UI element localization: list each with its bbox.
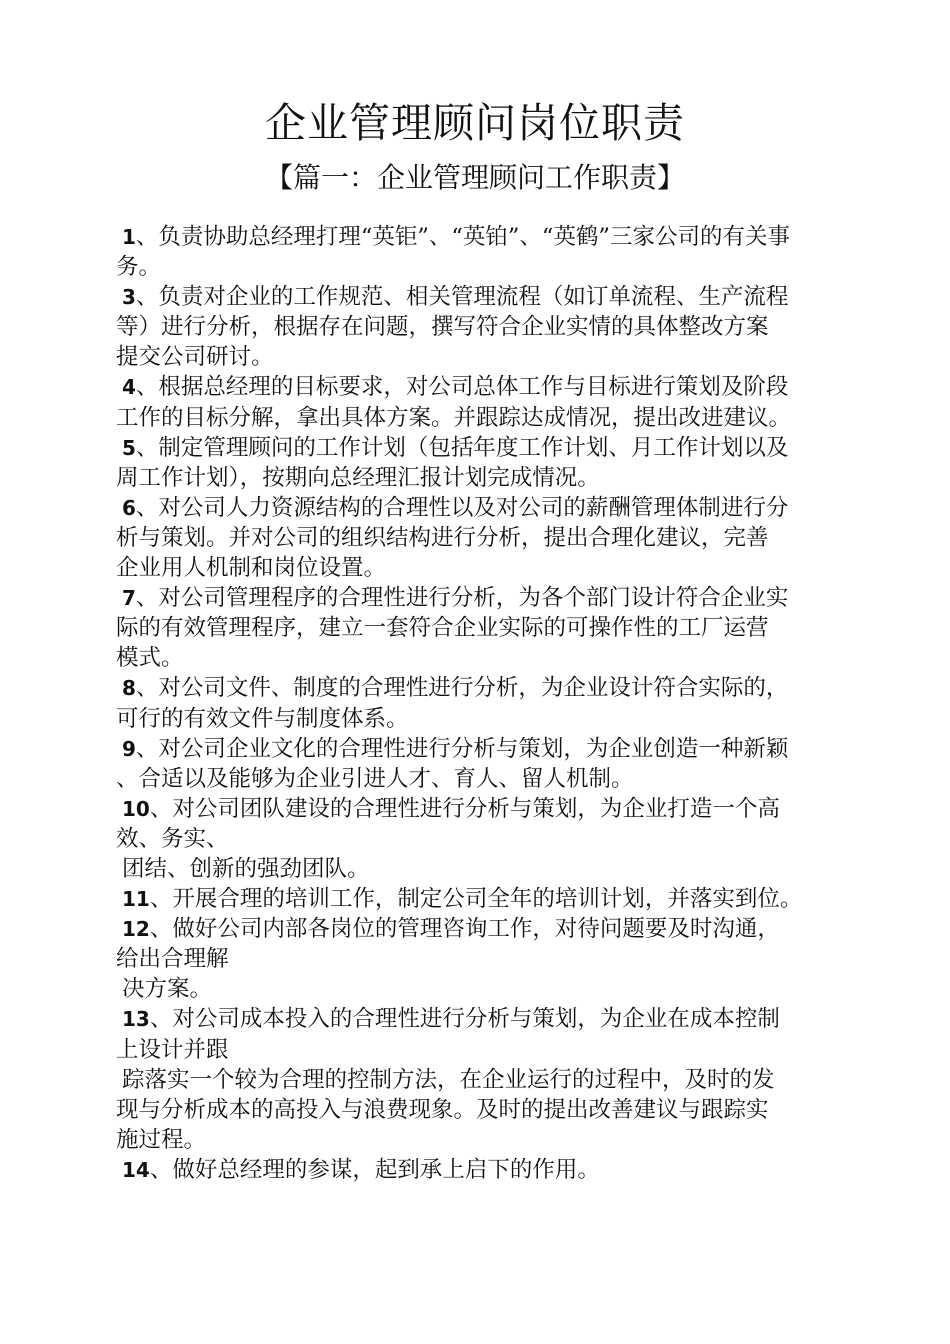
- text-line: [116, 854, 876, 884]
- text-line: [116, 974, 876, 1004]
- line-text: 、对公司企业文化的合理性进行分析与策划，为企业创造一种新颖: [135, 735, 789, 762]
- line-text: 、做好公司内部各岗位的管理咨询工作，对待问题要及时沟通，: [149, 916, 780, 943]
- line-text: 企业用人机制和岗位设置。: [116, 555, 387, 582]
- line-text: 施过程。: [116, 1126, 207, 1153]
- line-text: 提交公司研讨。: [116, 344, 274, 371]
- line-text: 、根据总经理的目标要求，对公司总体工作与目标进行策划及阶段: [135, 374, 789, 401]
- numbered-item-line: [116, 673, 876, 703]
- line-text: 析与策划。并对公司的组织结构进行分析，提出合理化建议，完善: [116, 524, 769, 551]
- line-text: 踪落实一个较为合理的控制方法，在企业运行的过程中，及时的发: [122, 1066, 775, 1093]
- line-text: 现与分析成本的高投入与浪费现象。及时的提出改善建议与跟踪实: [116, 1096, 769, 1123]
- numbered-item-line: [116, 794, 876, 824]
- text-line: [116, 463, 876, 493]
- document-body: [116, 222, 876, 1185]
- line-text: 给出合理解: [116, 946, 229, 973]
- item-number: 3: [122, 285, 136, 310]
- text-line: [116, 643, 876, 673]
- text-line: [116, 613, 876, 643]
- line-text: 、负责协助总经理打理“英钜”、“英铂”、“英鹤”三家公司的有关事: [135, 224, 790, 250]
- item-number: 10: [122, 796, 150, 821]
- text-line: [116, 1125, 876, 1155]
- line-text: 、负责对企业的工作规范、相关管理流程（如订单流程、生产流程: [135, 284, 789, 311]
- numbered-item-line: [116, 583, 876, 613]
- numbered-item-line: [116, 734, 876, 764]
- numbered-item-line: [116, 1004, 876, 1034]
- item-number: 7: [122, 586, 136, 611]
- numbered-item-line: [116, 1155, 876, 1185]
- line-text: 、对公司管理程序的合理性进行分析，为各个部门设计符合企业实: [135, 585, 789, 612]
- line-text: 际的有效管理程序，建立一套符合企业实际的可操作性的工厂运营: [116, 615, 769, 642]
- section-heading: 【篇一：企业管理顾问工作职责】: [264, 161, 685, 194]
- item-number: 4: [122, 375, 136, 400]
- line-text: 、开展合理的培训工作，制定公司全年的培训计划，并落实到位。: [149, 886, 803, 913]
- line-text: 、对公司人力资源结构的合理性以及对公司的薪酬管理体制进行分: [135, 494, 789, 521]
- line-text: 、做好总经理的参谋，起到承上启下的作用。: [149, 1156, 600, 1183]
- numbered-item-line: [116, 222, 876, 252]
- item-number: 8: [122, 676, 136, 701]
- numbered-item-line: [116, 282, 876, 312]
- numbered-item-line: [116, 372, 876, 402]
- text-line: [116, 312, 876, 342]
- line-text: 、对公司成本投入的合理性进行分析与策划，为企业在成本控制: [149, 1006, 780, 1033]
- line-text: 周工作计划），按期向总经理汇报计划完成情况。: [116, 464, 600, 491]
- text-line: [116, 824, 876, 854]
- numbered-item-line: [116, 433, 876, 463]
- line-text: 团结、创新的强劲团队。: [122, 855, 370, 882]
- text-line: [116, 764, 876, 794]
- text-line: [116, 1065, 876, 1095]
- line-text: 模式。: [116, 645, 184, 672]
- line-text: 、合适以及能够为企业引进人才、育人、留人机制。: [116, 765, 634, 792]
- document-title: 企业管理顾问岗位职责: [265, 99, 685, 147]
- text-line: [116, 1095, 876, 1125]
- numbered-item-line: [116, 493, 876, 523]
- item-number: 1: [122, 225, 136, 249]
- text-line: [116, 252, 876, 282]
- item-number: 9: [122, 736, 136, 761]
- text-line: [116, 1035, 876, 1065]
- item-number: 11: [122, 887, 150, 912]
- line-text: 、制定管理顾问的工作计划（包括年度工作计划、月工作计划以及: [135, 434, 789, 461]
- line-text: 务。: [116, 254, 162, 281]
- numbered-item-line: [116, 884, 876, 914]
- text-line: [116, 944, 876, 974]
- line-text: 决方案。: [122, 976, 213, 1003]
- text-line: [116, 704, 876, 734]
- line-text: 等）进行分析，根据存在问题，撰写符合企业实情的具体整改方案: [116, 314, 769, 341]
- line-text: 、对公司团队建设的合理性进行分析与策划，为企业打造一个高: [149, 795, 780, 822]
- item-number: 5: [122, 435, 136, 460]
- text-line: [116, 553, 876, 583]
- line-text: 工作的目标分解，拿出具体方案。并跟踪达成情况，提出改进建议。: [116, 404, 792, 431]
- item-number: 6: [122, 495, 136, 520]
- line-text: 效、务实、: [116, 825, 229, 852]
- line-text: 、对公司文件、制度的合理性进行分析，为企业设计符合实际的，: [135, 675, 789, 702]
- line-text: 上设计并跟: [116, 1036, 229, 1063]
- line-text: 可行的有效文件与制度体系。: [116, 705, 409, 732]
- item-number: 14: [122, 1157, 150, 1182]
- text-line: [116, 342, 876, 372]
- text-line: [116, 403, 876, 433]
- text-line: [116, 523, 876, 553]
- item-number: 12: [122, 917, 150, 942]
- item-number: 13: [122, 1007, 150, 1032]
- numbered-item-line: [116, 914, 876, 944]
